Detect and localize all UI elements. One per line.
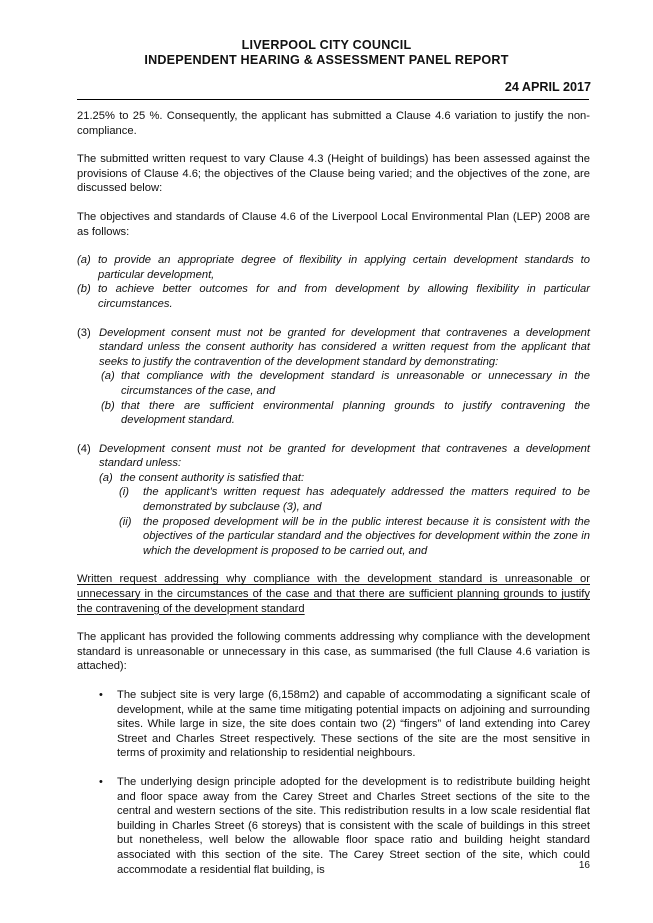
item-text: the consent authority is satisfied that: xyxy=(120,471,305,484)
item-text: to provide an appropriate degree of flexibility in applying certain development standards to particular development, xyxy=(98,254,590,281)
bullet-text: The underlying design principle adopted for the development is to redistribute building height and floor space away from the Carey Street and Charles Street sections of the site to the central and western sections of the site. This redistribution results in a low scale residential flat building in Charles Street (6 storeys) that is consistent with the scale of buildings in this street but nonetheless, well below the allowable floor space ratio and building height standard associated with this section of the site. The Carey Street section of the site, which could accommodate a residential flat building, is xyxy=(117,775,590,876)
item-label: (a) xyxy=(101,370,115,383)
clause-subitem xyxy=(99,399,590,428)
list-item xyxy=(99,775,590,877)
item-text: to achieve better outcomes for and from development by allowing flexibility in particular circumstances. xyxy=(98,283,590,310)
report-date: 24 APRIL 2017 xyxy=(504,80,591,94)
paragraph: The applicant has provided the following comments addressing why compliance with the development standard is unreasonable or unnecessary in this case, as summarised (the full Clause 4.6 variation is attached): xyxy=(77,631,590,673)
objective-item xyxy=(77,253,590,282)
report-body xyxy=(77,109,590,877)
item-label: (b) xyxy=(77,283,91,296)
bullet-text: The subject site is very large (6,158m2) and capable of accommodating a significant scale of development, while at the same time mitigating potential impacts on adjoining and surrounding sites. While large in size, the site does contain two (2) “fingers” of land extending into Carey Street and Charles Street respectively. These sections of the site are the most sensitive in terms of proximity and relationship to residential neighbours. xyxy=(117,689,590,760)
paragraph: 21.25% to 25 %. Consequently, the applicant has submitted a Clause 4.6 variation to justify the non-compliance. xyxy=(77,110,590,137)
clause-label: (3) xyxy=(77,326,91,339)
header-rule xyxy=(77,99,589,100)
clause-subsubitem xyxy=(77,485,590,514)
clause-label: (4) xyxy=(77,442,91,455)
clause-3 xyxy=(77,326,590,428)
clause-subsubitem xyxy=(77,515,590,559)
item-label: (b) xyxy=(101,399,115,412)
paragraph: The objectives and standards of Clause 4.6 of the Liverpool Local Environmental Plan (LEP) 2008 are as follows: xyxy=(77,210,590,238)
objective-item xyxy=(77,282,590,311)
paragraph: The submitted written request to vary Clause 4.3 (Height of buildings) has been assessed against the provisions of Clause 4.6; the objectives of the Clause being varied; and the objectives of the zone, are discussed below: xyxy=(77,153,590,195)
item-text: the proposed development will be in the public interest because it is consistent with the objectives of the particular standard and the objectives for development within the zone in which the development is proposed to be carried out, and xyxy=(143,515,590,557)
item-label: (i) xyxy=(119,486,129,499)
clause-subitem xyxy=(99,369,590,398)
clause-item xyxy=(77,326,590,370)
item-label: (a) xyxy=(77,254,91,267)
section-heading: Written request addressing why compliance with the development standard is unreasonable or unnecessary in the circumstances of the case and that there are sufficient planning grounds to justify the contravening of the development standard xyxy=(77,573,590,615)
item-text: that there are sufficient environmental planning grounds to justify contravening the development standard. xyxy=(121,399,590,427)
clause-item xyxy=(77,442,590,471)
item-text: the applicant’s written request has adequately addressed the matters required to be demonstrated by subclause (3), and xyxy=(143,486,590,514)
clause-text: Development consent must not be granted for development that contravenes a development standard unless the consent authority has considered a written request from the applicant that seeks to justify the contravention of the development standard by demonstrating: xyxy=(99,326,590,368)
clause-subitem xyxy=(97,471,590,486)
clause-text: Development consent must not be granted for development that contravenes a development standard unless: xyxy=(99,442,590,470)
bullet-icon: • xyxy=(99,775,103,788)
council-name: LIVERPOOL CITY COUNCIL xyxy=(241,38,412,52)
item-label: (a) xyxy=(99,471,113,484)
bullet-icon: • xyxy=(99,689,103,701)
report-title: INDEPENDENT HEARING & ASSESSMENT PANEL REPORT xyxy=(144,53,509,67)
clause-4 xyxy=(77,442,590,559)
objectives-list xyxy=(77,253,590,311)
item-label: (ii) xyxy=(119,515,132,528)
page-number: 16 xyxy=(578,860,590,871)
item-text: that compliance with the development standard is unreasonable or unnecessary in the circumstances of the case, and xyxy=(121,370,590,397)
list-item xyxy=(99,688,590,761)
